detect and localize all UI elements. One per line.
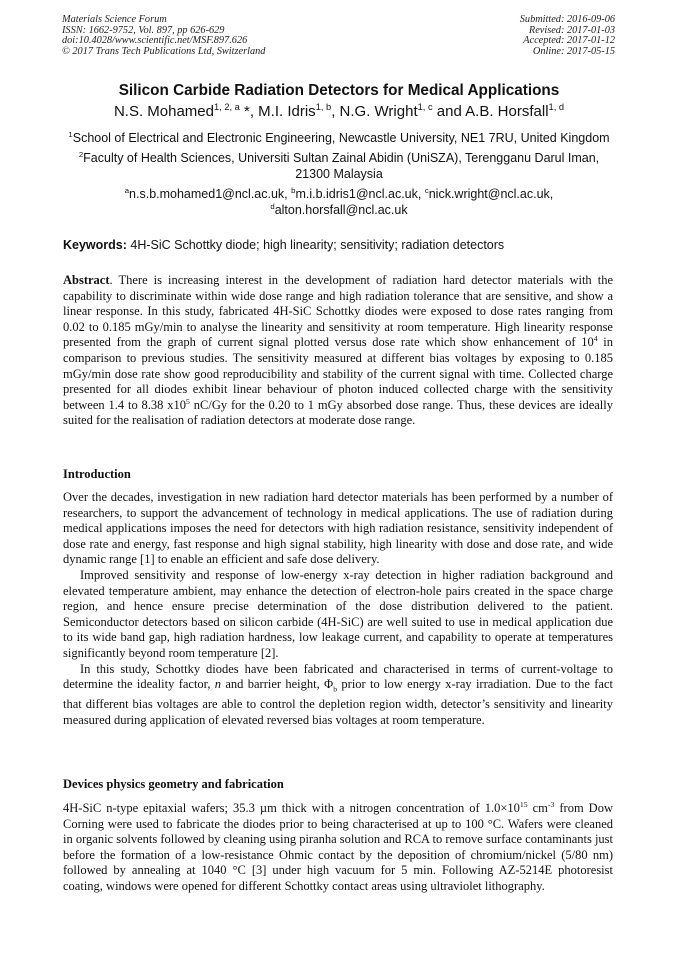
accepted-date: Accepted: 2017-01-12	[523, 35, 615, 46]
issn-line: ISSN: 1662-9752, Vol. 897, pp 626-629	[62, 24, 225, 36]
devices-body	[63, 801, 613, 895]
author-list: N.S. Mohamed$^{1, 2, a}$ *, M.I. Idris$^{1, b}$, N.G. Wright$^{1, c}$ and A.B. Horsfall$^{1, d}$	[113, 102, 565, 120]
journal-name: Materials Science Forum	[62, 14, 167, 25]
author-name: N.G. Wright	[339, 103, 418, 120]
online-date: Online: 2017-05-15	[532, 45, 615, 57]
email-link[interactable]: m.i.b.idris1@ncl.ac.uk,	[295, 187, 425, 201]
introduction-body	[63, 490, 613, 728]
affiliation-1: $^1$School of Electrical and Electronic Engineering, Newcastle University, NE1 7RU, United Kingdom	[68, 129, 610, 145]
copyright-line: © 2017 Trans Tech Publications Ltd, Switzerland	[62, 45, 266, 57]
doi-line: doi:10.4028/www.scientific.net/MSF.897.626	[62, 35, 248, 46]
publication-dates	[520, 15, 615, 57]
keywords-text: 4H-SiC Schottky diode; high linearity; sensitivity; radiation detectors	[126, 238, 505, 252]
paragraph: Over the decades, investigation in new radiation hard detector materials has been performed by a number of researchers, to support the advancement of technology in medical applications. The use of radiation during medical applications imposes the need for detectors with high radiation resistance, sensitivity independent of dose rate and energy, fast response and high signal stability, high linearity with dose and dose rate, and wide dynamic range [1] to enable an efficient and safe dose delivery.	[63, 490, 613, 567]
author-name: N.S. Mohamed	[113, 103, 214, 120]
submitted-date: Submitted: 2016-09-06	[519, 14, 615, 25]
author-name: A.B. Horsfall	[465, 103, 549, 120]
author-affiliation-mark: 1, 2, a	[213, 102, 240, 112]
author-affiliation-mark: 1, c	[417, 102, 433, 112]
introduction-heading: Introduction	[63, 467, 131, 481]
affiliation-2: $^2$Faculty of Health Sciences, Universiti Sultan Zainal Abidin (UniSZA), Terengganu Darul Iman, 21300 Malaysia	[78, 149, 600, 181]
paragraph: Improved sensitivity and response of low-energy x-ray detection in higher radiation background and elevated temperature ambient, may enhance the detection of electron-hole pairs created in the space charge region, and hence ensure precise determination of the dose distribution delivered to the patient. Semiconductor detectors based on silicon carbide (4H-SiC) are well suited to use in medical application due to its wide band gap, high radiation hardness, low leakage current, and capability to operate at temperatures significantly beyond room temperature [2].	[63, 567, 613, 660]
email-link[interactable]: nick.wright@ncl.ac.uk,	[428, 187, 554, 201]
email-link[interactable]: n.s.b.mohamed1@ncl.ac.uk,	[129, 187, 292, 201]
email-link[interactable]: alton.horsfall@ncl.ac.uk	[274, 203, 408, 217]
keywords-label: Keywords:	[63, 238, 127, 252]
author-affiliation-mark: 1, d	[548, 102, 565, 112]
devices-heading: Devices physics geometry and fabrication	[63, 777, 284, 791]
abstract-label: Abstract	[63, 273, 110, 287]
revised-date: Revised: 2017-01-03	[528, 24, 615, 36]
author-name: M.I. Idris	[258, 103, 316, 120]
journal-metadata	[62, 15, 265, 57]
author-emails: $^a$n.s.b.mohamed1@ncl.ac.uk, $^b$m.i.b.idris1@ncl.ac.uk, $^c$nick.wright@ncl.ac.uk, $^d$alton.horsfall@ncl.ac.uk	[124, 185, 554, 217]
paragraph: In this study, Schottky diodes have been fabricated and characterised in terms of current-voltage to determine the ideality factor, n and barrier height, $\Phi_b$ prior to low energy x-ray irradiation. Due to the fact that different bias voltages are able to control the depletion region width, detector’s sensitivity and linearity measured during application of elevated reversed bias voltages at room temperature.	[63, 661, 613, 727]
keywords-line	[63, 238, 504, 252]
paragraph: 4H-SiC n-type epitaxial wafers; 35.3 µm thick with a nitrogen concentration of $1.0\times 10^{15}$ $cm^{-3}$ from Dow Corning were used to fabricate the diodes prior to being characterised at up to 100 °C. Wafers were cleaned in organic solvents followed by cleaning using piranha solution and RCA to remove surface contaminants just before the formation of a low-resistance Ohmic contact by the deposition of chromium/nickel (5/80 nm) followed by annealing at 1040 °C [3] under high vacuum for 5 min. Following AZ-5214E photoresist coating, windows were opened for different Schottky contact areas using ultraviolet lithography.	[63, 799, 614, 893]
abstract-paragraph: Abstract. There is increasing interest in the development of radiation hard detector materials with the capability to discriminate within wide dose range and high radiation tolerance that are sensitive, and show a linear response. In this study, fabricated 4H-SiC Schottky diodes were exposed to dose rates ranging from 0.02 to 0.185 mGy/min to analyse the linearity and sensitivity at room temperature. High linearity response presented from the graph of current signal plotted versus dose rate which show enhancement of $10^4$ in comparison to previous studies. The sensitivity measured at different bias voltages by exposing to 0.185 mGy/min dose rate show good reproducibility and stability of the current signal with time. Collected charge presented for all diodes exhibit linear behaviour of photon induced collected charge with the sensitivity between 1.4 to 8.38 $x10^5$ nC/Gy for the 0.20 to 1 mGy absorbed dose range. Thus, these devices are ideally suited for the realisation of radiation detectors at moderate dose range.	[63, 273, 613, 428]
paper-title: Silicon Carbide Radiation Detectors for Medical Applications	[118, 82, 560, 99]
author-affiliation-mark: 1, b	[315, 102, 332, 112]
